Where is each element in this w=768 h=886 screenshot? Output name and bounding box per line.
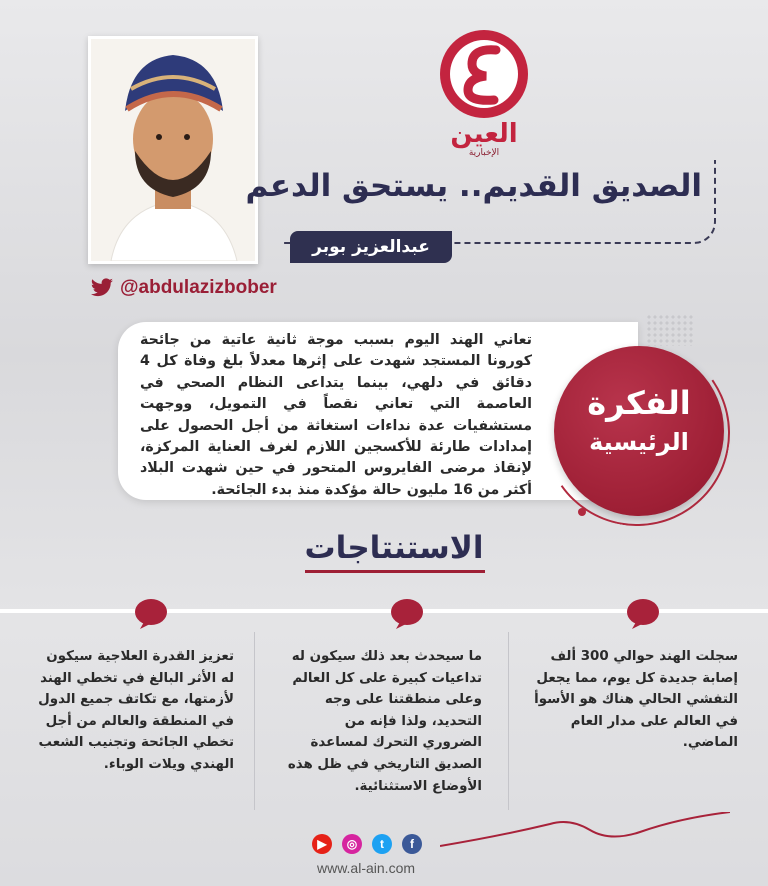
- main-idea-label-line2: الرئيسية: [589, 428, 689, 456]
- column-separator: [508, 632, 509, 810]
- al-ain-logo: [438, 28, 530, 158]
- footer-url[interactable]: www.al-ain.com: [316, 860, 416, 876]
- twitter-bird-icon: [90, 278, 114, 298]
- ring-dot: [578, 508, 586, 516]
- conclusions-underline: [305, 570, 485, 573]
- speech-bubble-icon: [390, 598, 424, 630]
- logo-subtitle: الإخبارية: [468, 148, 500, 158]
- speech-bubble-icon: [626, 598, 660, 630]
- main-idea-badge: [554, 346, 724, 516]
- logo-wordmark: العين: [450, 119, 518, 149]
- main-idea-text: تعاني الهند اليوم بسبب موجة ثانية عاتية من جائحة كورونا المستجد شهدت على إثرها معدلاً بلغ وفاة كل 4 دقائق في دلهي، بينما يتداعى النظام الصحي في العاصمة التي تعاني نقصاً في التمويل، ووجهت مستشفيات عدة نداءات استغاثة من أجل الحصول على إمدادات طارئة للأكسجين اللازم لغرف العناية المركزة، لإنقاذ مرضى الفايروس المتحور في حين شهدت البلاد أكثر من 16 مليون حالة مؤكدة منذ بدء الجائحة.: [140, 332, 532, 498]
- al-ain-logo-icon: [438, 28, 530, 120]
- social-icons: [312, 834, 422, 854]
- conclusion-item-1: سجلت الهند حوالي 300 ألف إصابة جديدة كل يوم، مما يجعل التفشي الحالي هناك هو الأسوأ في العالم على مدار العام الماضي.: [534, 649, 738, 751]
- page-title: الصديق القديم.. يستحق الدعم: [245, 168, 702, 204]
- facebook-icon[interactable]: f: [402, 834, 422, 854]
- conclusion-item-2: ما سيحدث بعد ذلك سيكون له تداعيات كبيرة على كل العالم وعلى منطقتنا على وجه التحديد، ولذا فإنه من الضروري التحرك لمساعدة الصديق التاريخي في ظل هذه الأوضاع الاستثنائية.: [287, 649, 482, 794]
- twitter-icon[interactable]: t: [372, 834, 392, 854]
- author-name-badge: عبدالعزيز بوبر: [290, 231, 452, 263]
- twitter-handle-row[interactable]: [90, 276, 277, 300]
- author-portrait: [88, 36, 258, 264]
- youtube-icon[interactable]: ▶: [312, 834, 332, 854]
- conclusions-title: الاستنتاجات: [304, 530, 484, 566]
- twitter-handle-text: @abdulazizbober: [120, 277, 277, 298]
- conclusion-item-3: تعزيز القدرة العلاجية سيكون له الأثر البالغ في تخطي الهند لأزمتها، مع تكاتف جميع الدول في المنطقة والعالم من أجل تخطي الجائحة وتجنيب الشعب الهندي ويلات الوباء.: [38, 649, 234, 772]
- instagram-icon[interactable]: ◎: [342, 834, 362, 854]
- decorative-wave: [440, 812, 730, 852]
- speech-bubble-icon: [134, 598, 168, 630]
- main-idea-label-line1: الفكرة: [587, 384, 691, 422]
- column-separator: [254, 632, 255, 810]
